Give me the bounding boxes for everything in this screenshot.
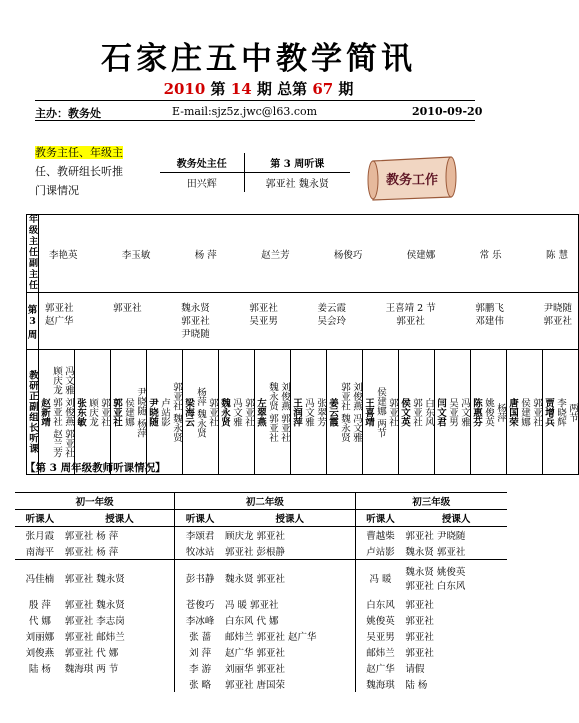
leader-name: 魏永贤	[219, 397, 231, 427]
cell: 郭亚社 邮炜兰	[64, 631, 125, 643]
cell: 张 略	[175, 676, 225, 692]
listener: 顾庆龙 郭亚社 赵兰芳	[51, 366, 63, 458]
grade-header-3: 初三年级	[355, 493, 507, 510]
table-row	[15, 628, 507, 644]
group-col	[111, 350, 147, 475]
week-header: 第 3 周	[27, 293, 39, 350]
leader-name: 张东敏	[75, 397, 87, 427]
intro-line2: 任、教研组长听推	[35, 165, 123, 178]
cell	[65, 676, 175, 692]
listener: 侯建娜	[519, 397, 531, 427]
week-visit: 郭亚社 吴亚男	[249, 302, 278, 327]
group-col	[507, 350, 543, 475]
issue-text3: 期	[333, 80, 354, 98]
listener: 顾庆龙	[87, 397, 99, 427]
group-col	[75, 350, 111, 475]
issue-line	[0, 78, 517, 99]
leader-name: 侯文英	[399, 397, 411, 427]
listener: 姚俊英	[483, 397, 495, 427]
listener: 白东风	[423, 397, 435, 427]
listener: 侯建娜	[123, 397, 135, 427]
cell: 郭亚社	[405, 615, 434, 627]
scroll-label: 教务工作	[385, 173, 439, 188]
sponsor: 主办：教务处	[35, 107, 101, 120]
table-row	[15, 644, 507, 660]
office-cell1: 田兴辉	[160, 173, 244, 193]
table-row	[15, 612, 507, 628]
listener: 郭亚社	[531, 397, 543, 427]
cell: 南海平	[25, 547, 55, 558]
cell: 郭亚社 魏永贤	[64, 573, 125, 585]
cell: 魏海琪 两 节	[64, 663, 119, 675]
cell: 刘丽娜	[25, 631, 55, 643]
listener: 郭亚社	[243, 397, 255, 427]
cell: 郭亚社 魏永贤	[64, 599, 125, 611]
col-teacher: 授课人	[105, 514, 134, 525]
cell: 魏永贤 姚俊英 郭亚社 白东风	[405, 566, 466, 592]
leader-name: 梁海云	[183, 397, 195, 427]
group-col	[219, 350, 255, 475]
cell: 李颂君	[175, 527, 225, 544]
intro-text	[35, 143, 150, 200]
group-col	[399, 350, 435, 475]
table-row	[15, 543, 507, 560]
office-table	[160, 153, 350, 192]
section-title: 【第 3 周年级教师听课情况】	[25, 462, 166, 474]
listener: 杨萍	[495, 402, 507, 422]
issue-year: 2010	[163, 80, 206, 98]
listener: 张翠芳	[315, 397, 327, 427]
leader-name: 李玉敏	[121, 249, 151, 261]
cell: 赵广华	[355, 660, 405, 676]
cell: 冯佳楠	[25, 573, 55, 585]
leader-name: 杨俊巧	[333, 249, 363, 261]
col-listener: 听课人	[355, 510, 405, 527]
cell: 牧冰站	[175, 543, 225, 560]
grade-header-1: 初一年级	[75, 497, 114, 508]
cell: 苍俊巧	[175, 596, 225, 612]
listener: 郭亚社	[207, 397, 219, 427]
listener: 郭亚社 魏永贤	[339, 381, 351, 443]
cell: 郭亚社 唐国荣	[225, 679, 286, 691]
listener: 郭亚社	[387, 397, 399, 427]
leader-name: 王喜靖	[363, 397, 375, 427]
leader-name: 郭亚社	[111, 397, 123, 427]
cell: 殷 萍	[28, 599, 51, 611]
cell: 陆 杨	[405, 679, 428, 691]
leader-name: 杨 萍	[194, 249, 217, 261]
cell: 白东风 代 娜	[225, 615, 279, 627]
table-row	[15, 676, 507, 692]
newsletter-title: 石家庄五中教学简讯	[101, 41, 416, 77]
week-visit: 姜云霞 吴会玲	[317, 302, 347, 327]
table-row	[15, 527, 507, 544]
col-teacher: 授课人	[441, 514, 471, 525]
listener: 李晓辉	[555, 397, 567, 427]
cell: 彭书静	[175, 560, 225, 596]
cell: 邮炜兰 郭亚社 赵广华	[225, 631, 317, 643]
listener: 刘俊燕 郭亚社	[279, 381, 291, 443]
leader-name: 侯建娜	[406, 249, 436, 261]
table-row	[15, 596, 507, 612]
cell: 郭亚社 彭根静	[225, 547, 286, 558]
issue-text1: 第	[205, 80, 231, 98]
listener: 郭亚社	[411, 397, 423, 427]
cell: 卢站影	[355, 543, 405, 560]
cell: 姚俊英	[355, 612, 405, 628]
group-col	[147, 350, 183, 475]
cell: 郭亚社 杨 萍	[64, 547, 119, 558]
email: E-mail:sjz5z.jwc@l63.com	[172, 105, 318, 118]
leader-name: 王润萍	[291, 397, 303, 427]
group-col	[327, 350, 363, 475]
week-visit: 王喜靖 2 节 郭亚社	[385, 302, 436, 327]
cell: 郭亚社 尹晓随	[405, 531, 466, 542]
cell: 曹越柴	[355, 527, 405, 544]
issue-text2: 期 总第	[251, 80, 313, 98]
group-col	[471, 350, 507, 475]
cell: 魏永贤 郭亚社	[225, 573, 286, 585]
listener: 冯文雅	[303, 397, 315, 427]
table-row	[15, 560, 507, 596]
group-col	[363, 350, 399, 475]
cell: 李 游	[175, 660, 225, 676]
listener: 侯建娜 两节	[375, 386, 387, 438]
leader-name: 赵新靖	[39, 397, 51, 427]
table-row	[15, 660, 507, 676]
cell: 刘丽华 郭亚社	[225, 663, 286, 675]
rule-top	[35, 100, 475, 101]
group-col	[39, 350, 75, 475]
leader-name: 尹晓随	[147, 397, 159, 427]
cell: 刘俊燕	[25, 647, 55, 659]
listener: 刘俊燕 冯文雅	[351, 381, 363, 443]
group-leader-header: 教研正副组长听课	[27, 370, 38, 454]
leader-name: 唐国荣	[507, 397, 519, 427]
week-visit: 郭鹏飞 邓建伟	[475, 302, 504, 327]
listener: 冯文雅 刘俊燕 郭亚社	[63, 366, 75, 458]
cell: 刘 萍	[175, 644, 225, 660]
grade-visit-table	[15, 492, 507, 692]
office-header2: 第 3 周听课	[244, 153, 350, 173]
week-visit: 郭亚社 赵广华	[45, 302, 74, 327]
listener: 冯文雅	[459, 397, 471, 427]
cell: 吴亚男	[355, 628, 405, 644]
leader-name: 陈 慧	[545, 249, 568, 261]
cell: 魏永贤 郭亚社	[405, 547, 466, 558]
grade-header-2: 初二年级	[175, 493, 355, 510]
week-visit: 魏永贤 郭亚社 尹晓随	[181, 302, 210, 340]
intro-line3: 门课情况	[35, 184, 79, 197]
cell: 陆 杨	[28, 663, 51, 675]
col-listener: 听课人	[25, 514, 55, 525]
listener: 冯文雅	[231, 397, 243, 427]
leader-name: 常 乐	[479, 249, 502, 261]
cell: 郭亚社 李志岗	[64, 615, 125, 627]
listener: 郭亚社 魏永贤	[171, 381, 183, 443]
listener: 两节	[567, 402, 579, 422]
leader-name: 姜云霞	[327, 397, 339, 427]
listener: 杨萍 魏永贤	[195, 386, 207, 438]
cell: 郭亚社	[405, 647, 434, 659]
cell: 郭亚社 代 娜	[64, 647, 119, 659]
group-col	[183, 350, 219, 475]
group-leader-row	[27, 350, 579, 475]
rule-bottom	[35, 120, 475, 121]
leader-name: 左翠燕	[255, 397, 267, 427]
week-visit: 尹晓随 郭亚社	[543, 302, 572, 327]
group-col	[255, 350, 291, 475]
grade-leader-header: 年级主任 副主任	[27, 215, 39, 293]
leader-name: 陈惠芬	[471, 397, 483, 427]
cell: 白东风	[355, 596, 405, 612]
office-header1: 教务处主任	[160, 153, 244, 173]
cell: 魏海琪	[355, 676, 405, 692]
cell: 郭亚社	[405, 631, 434, 643]
schedule-table	[26, 214, 579, 475]
cell: 顾庆龙 郭亚社	[225, 531, 286, 542]
office-cell2: 郭亚社 魏永贤	[265, 179, 329, 190]
cell	[15, 676, 65, 692]
leader-name: 李艳英	[49, 249, 78, 261]
group-col	[543, 350, 579, 475]
date: 2010-09-20	[412, 105, 483, 118]
cell: 张 蔷	[175, 628, 225, 644]
col-teacher: 授课人	[275, 514, 305, 525]
issue-total: 67	[312, 80, 334, 98]
listener: 尹晓随 杨萍	[135, 386, 147, 438]
listener: 卢站影	[159, 397, 171, 427]
cell: 冯 暖 郭亚社	[225, 599, 279, 611]
leader-name: 贾增兵	[543, 397, 555, 427]
group-col	[291, 350, 327, 475]
cell: 赵广华 郭亚社	[225, 647, 286, 659]
cell: 邮炜兰	[355, 644, 405, 660]
group-col	[435, 350, 471, 475]
week-visit: 郭亚社	[113, 302, 142, 314]
issue-number: 14	[230, 80, 252, 98]
listener: 魏永贤 郭亚社	[267, 381, 279, 443]
leader-name: 赵兰芳	[261, 249, 290, 261]
cell: 郭亚社	[405, 599, 434, 611]
scroll-banner	[365, 153, 460, 203]
cell: 冯 暖	[355, 560, 405, 596]
listener: 吴亚男	[447, 397, 459, 427]
col-listener: 听课人	[175, 510, 225, 527]
intro-highlight: 教务主任、年级主	[35, 146, 123, 159]
listener: 郭亚社	[99, 397, 111, 427]
cell: 代 娜	[28, 615, 51, 627]
cell: 郭亚社 杨 萍	[64, 531, 119, 542]
leader-name: 闫文君	[435, 397, 447, 427]
cell: 李冰峰	[175, 612, 225, 628]
cell: 请假	[405, 663, 425, 675]
cell: 张月霞	[25, 531, 55, 542]
